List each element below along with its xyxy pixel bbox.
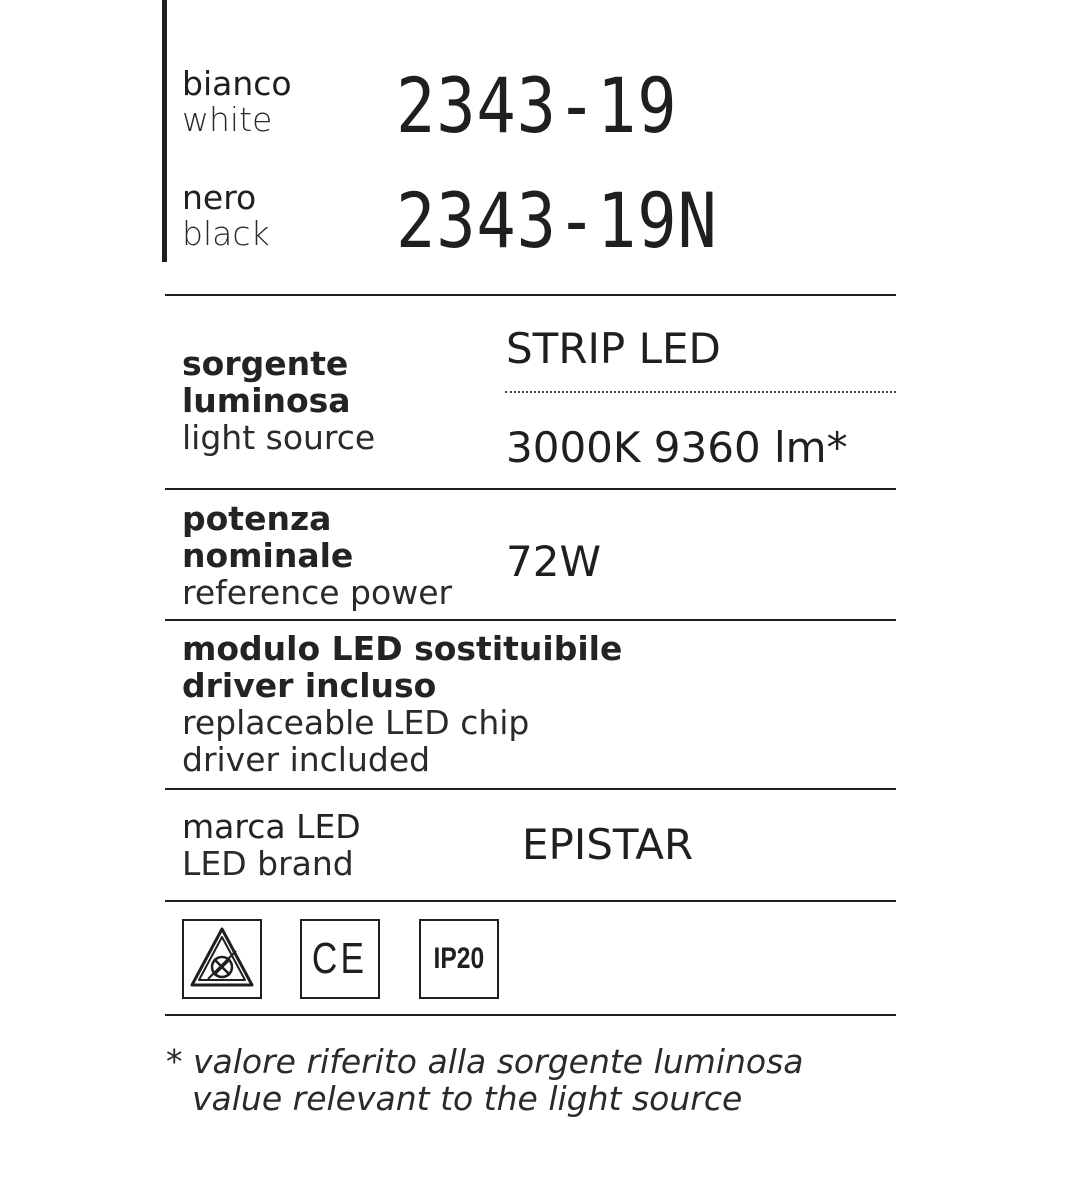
- product-code-black: 2343-19N: [396, 176, 718, 265]
- ce-mark-icon: [300, 919, 380, 999]
- label-it: marca LED: [182, 807, 361, 846]
- divider: [165, 900, 896, 902]
- accent-bar: [162, 0, 167, 262]
- variant-label-it: nero: [182, 178, 257, 217]
- divider: [165, 1014, 896, 1016]
- label-en: reference power: [182, 573, 453, 612]
- light-source-spec: 3000K 9360 lm*: [506, 423, 848, 472]
- label-it: potenza: [182, 499, 332, 538]
- ip20-rating-icon: [419, 919, 499, 999]
- light-source-type: STRIP LED: [506, 324, 721, 373]
- divider: [165, 488, 896, 490]
- label-it: luminosa: [182, 381, 351, 420]
- brand-value: EPISTAR: [522, 820, 694, 869]
- footnote: [166, 1043, 804, 1117]
- variant-black-label: [182, 180, 270, 252]
- variant-white-label: [182, 66, 292, 138]
- label-en: replaceable LED chip: [182, 703, 530, 742]
- label-it: driver incluso: [182, 666, 437, 705]
- label-it: nominale: [182, 536, 354, 575]
- variant-label-en: white: [182, 100, 273, 139]
- product-code-white: 2343-19: [396, 61, 678, 150]
- footnote-en: value relevant to the light source: [192, 1079, 743, 1118]
- ce-mark-text: CE: [312, 934, 368, 983]
- divider: [165, 788, 896, 790]
- variant-label-en: black: [182, 214, 270, 253]
- label-it: sorgente: [182, 344, 349, 383]
- brand-label: [182, 808, 361, 882]
- label-en: driver included: [182, 740, 431, 779]
- divider: [165, 619, 896, 621]
- label-en: light source: [182, 418, 376, 457]
- no-insulation-covering-triangle-icon: [182, 919, 262, 999]
- light-source-label: [182, 345, 375, 456]
- ip-rating-text: IP20: [433, 942, 485, 975]
- variant-label-it: bianco: [182, 64, 292, 103]
- label-en: LED brand: [182, 844, 354, 883]
- divider: [165, 294, 896, 296]
- dotted-divider: [505, 391, 896, 393]
- label-it: modulo LED sostituibile: [182, 629, 623, 668]
- power-value: 72W: [506, 537, 601, 586]
- footnote-it: * valore riferito alla sorgente luminosa: [166, 1042, 804, 1081]
- power-label: [182, 500, 452, 611]
- module-label: [182, 630, 622, 778]
